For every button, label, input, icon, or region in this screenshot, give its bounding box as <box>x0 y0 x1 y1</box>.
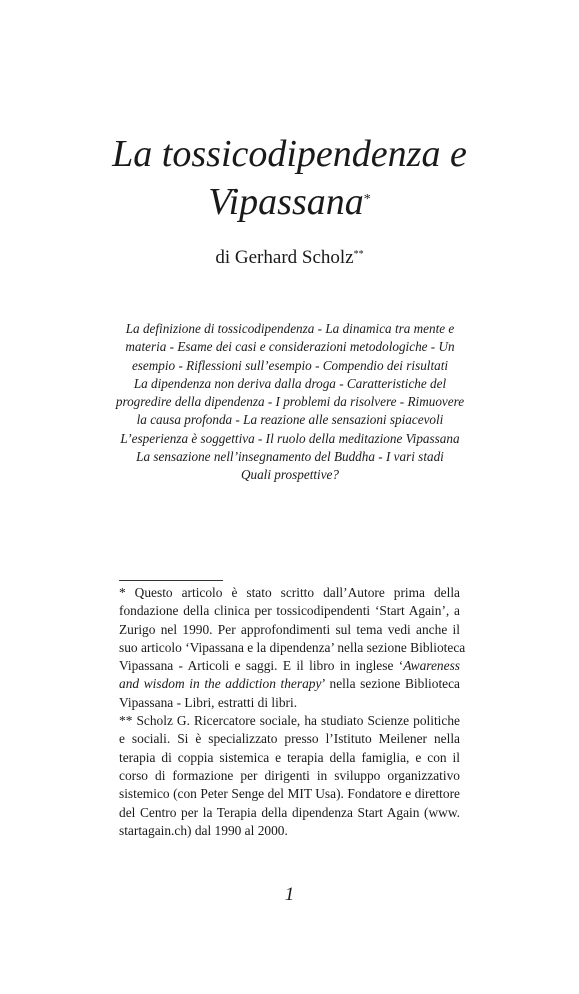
footnote-line: * Questo articolo è stato scritto dall’Autore prima della <box>119 585 460 600</box>
article-title <box>0 130 579 226</box>
author-footnote-mark: ** <box>353 249 364 260</box>
footnote-line: terapia di coppia sistemica e terapia della famiglia, e con il <box>119 749 460 765</box>
author-name: di Gerhard Scholz <box>215 247 354 268</box>
abstract-line: La sensazione nell’insegnamento del Buddha - I vari stadi <box>136 449 444 465</box>
footnote-line: startagain.ch) dal 1990 al 2000. <box>119 822 288 838</box>
page-number: 1 <box>284 884 295 905</box>
footnotes <box>119 584 466 840</box>
title-footnote-mark: * <box>363 192 371 207</box>
footnote-line: del Centro per la Terapia della dipendenza Start Again (www. <box>119 804 460 820</box>
abstract-line: Quali prospettive? <box>240 467 340 483</box>
abstract-line: La dipendenza non deriva dalla droga - Caratteristiche del <box>133 375 447 391</box>
abstract <box>110 320 470 485</box>
footnote-separator <box>119 580 223 581</box>
abstract-line: progredire della dipendenza - I problemi da risolvere - Rimuovere <box>115 394 465 410</box>
title-line-1: La tossicodipendenza e <box>112 133 467 175</box>
footnote-line <box>119 657 460 675</box>
book-title-italic: Awareness <box>403 658 460 674</box>
footnote-line: corso di formazione per dirigenti in sviluppo organizzativo <box>119 767 460 783</box>
book-title-italic: and wisdom in the addiction therapy <box>119 676 322 692</box>
footnote-line: Zurigo nel 1990. Per approfondimenti sul tema vedi anche il <box>119 621 460 637</box>
footnote-line: ** Scholz G. Ricercatore sociale, ha studiato Scienze politiche <box>119 713 460 729</box>
footnote-line: sistemico (con Peter Senge del MIT Usa). Fondatore e direttore <box>119 786 460 802</box>
footnote-line: fondazione della clinica per tossicodipendenti ‘Start Again’, a <box>119 603 460 619</box>
abstract-line: L’esperienza è soggettiva - Il ruolo della meditazione Vipassana <box>120 430 460 446</box>
abstract-line: La definizione di tossicodipendenza - La dinamica tra mente e <box>125 321 455 336</box>
title-line-2: Vipassana <box>208 181 364 223</box>
author-byline <box>0 246 579 270</box>
footnote-text: Vipassana - Articoli e saggi. E il libro in inglese ‘ <box>119 658 404 674</box>
footnote-line: suo articolo ‘Vipassana e la dipendenza’ nella sezione Biblioteca <box>119 639 466 655</box>
footnote-line <box>119 675 460 693</box>
abstract-line: materia - Esame dei casi e considerazioni metodologiche - Un <box>125 339 455 355</box>
footnote-1 <box>119 584 466 712</box>
abstract-line: la causa profonda - La reazione alle sensazioni spiacevoli <box>136 412 444 428</box>
footnote-text: ’ nella sezione Biblioteca <box>321 676 461 692</box>
abstract-line: esempio - Riflessioni sull’esempio - Compendio dei risultati <box>131 357 449 373</box>
footnote-2 <box>119 712 460 840</box>
footnote-line: Vipassana - Libri, estratti di libri. <box>119 694 298 710</box>
footnote-line: e sociali. Si è specializzato presso l’Istituto Meilener nella <box>119 731 460 747</box>
